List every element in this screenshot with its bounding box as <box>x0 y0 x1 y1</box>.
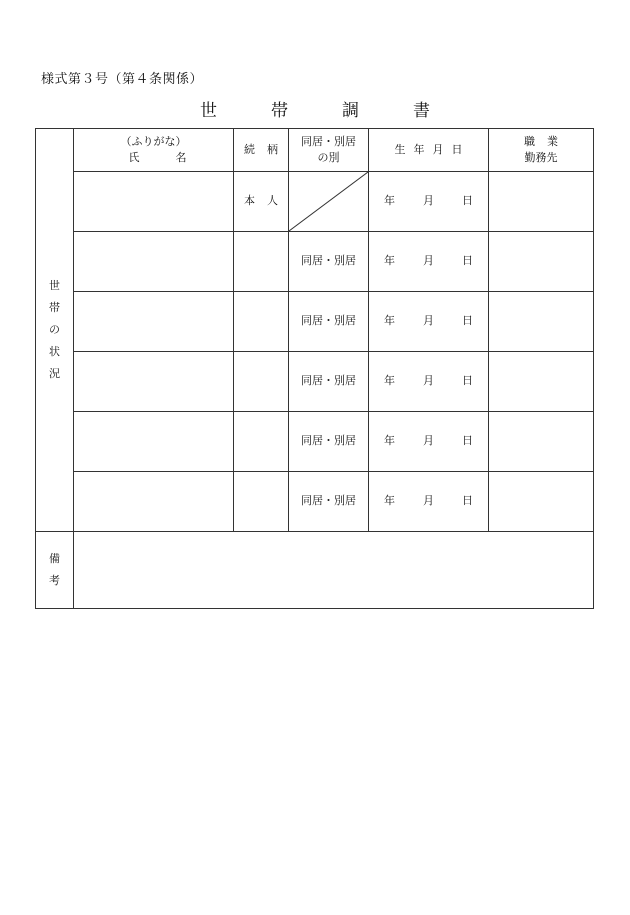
occupation-cell[interactable] <box>489 472 594 532</box>
name-label: 氏 名 <box>128 151 187 164</box>
table-row <box>36 292 594 352</box>
occupation-cell[interactable] <box>489 232 594 292</box>
cohabitation-cell[interactable]: 同居・別居 <box>289 472 369 532</box>
birthdate-cell[interactable]: 年 月 日 <box>369 292 489 352</box>
header-cohabitation: 同居・別居 の別 <box>289 129 369 172</box>
form-number: 様式第３号（第４条関係） <box>41 72 204 87</box>
name-cell[interactable] <box>74 172 234 232</box>
cohabitation-cell[interactable]: 同居・別居 <box>289 232 369 292</box>
relation-cell[interactable] <box>234 292 289 352</box>
remarks-label: 備 考 <box>49 552 60 587</box>
remarks-label-cell <box>36 532 74 609</box>
table-row <box>36 352 594 412</box>
table-row <box>36 412 594 472</box>
header-occupation: 職 業 勤務先 <box>489 129 594 172</box>
cohabitation-cell-slashed <box>289 172 369 232</box>
header-row <box>36 129 594 172</box>
cohabitation-cell[interactable]: 同居・別居 <box>289 352 369 412</box>
header-name <box>74 129 234 172</box>
header-relation: 続 柄 <box>234 129 289 172</box>
occupation-cell[interactable] <box>489 352 594 412</box>
table-row <box>36 472 594 532</box>
relation-cell[interactable] <box>234 232 289 292</box>
diagonal-slash <box>289 172 368 231</box>
occupation-cell[interactable] <box>489 172 594 232</box>
header-birthdate: 生 年 月 日 <box>369 129 489 172</box>
title-char: 調 <box>342 101 359 121</box>
table-row <box>36 232 594 292</box>
birthdate-cell[interactable]: 年 月 日 <box>369 172 489 232</box>
name-cell[interactable] <box>74 232 234 292</box>
table-row <box>36 172 594 232</box>
section-label-cell <box>36 129 74 532</box>
title-char: 書 <box>413 101 430 121</box>
name-cell[interactable] <box>74 412 234 472</box>
household-table <box>35 128 594 609</box>
occupation-cell[interactable] <box>489 292 594 352</box>
relation-cell[interactable] <box>234 412 289 472</box>
section-label: 世 帯 の 状 況 <box>49 279 60 380</box>
document-title <box>0 96 630 121</box>
relation-cell[interactable] <box>234 472 289 532</box>
cohabitation-cell[interactable]: 同居・別居 <box>289 292 369 352</box>
name-cell[interactable] <box>74 292 234 352</box>
cohabitation-cell[interactable]: 同居・別居 <box>289 412 369 472</box>
title-char: 帯 <box>271 101 288 121</box>
relation-cell[interactable] <box>234 352 289 412</box>
birthdate-cell[interactable]: 年 月 日 <box>369 232 489 292</box>
occupation-cell[interactable] <box>489 412 594 472</box>
birthdate-cell[interactable]: 年 月 日 <box>369 412 489 472</box>
name-cell[interactable] <box>74 352 234 412</box>
name-cell[interactable] <box>74 472 234 532</box>
remarks-row <box>36 532 594 609</box>
birthdate-cell[interactable]: 年 月 日 <box>369 472 489 532</box>
birthdate-cell[interactable]: 年 月 日 <box>369 352 489 412</box>
relation-cell: 本 人 <box>234 172 289 232</box>
name-ruby-label: （ふりがな） <box>120 134 187 148</box>
remarks-field[interactable] <box>74 532 594 609</box>
title-char: 世 <box>200 101 217 121</box>
